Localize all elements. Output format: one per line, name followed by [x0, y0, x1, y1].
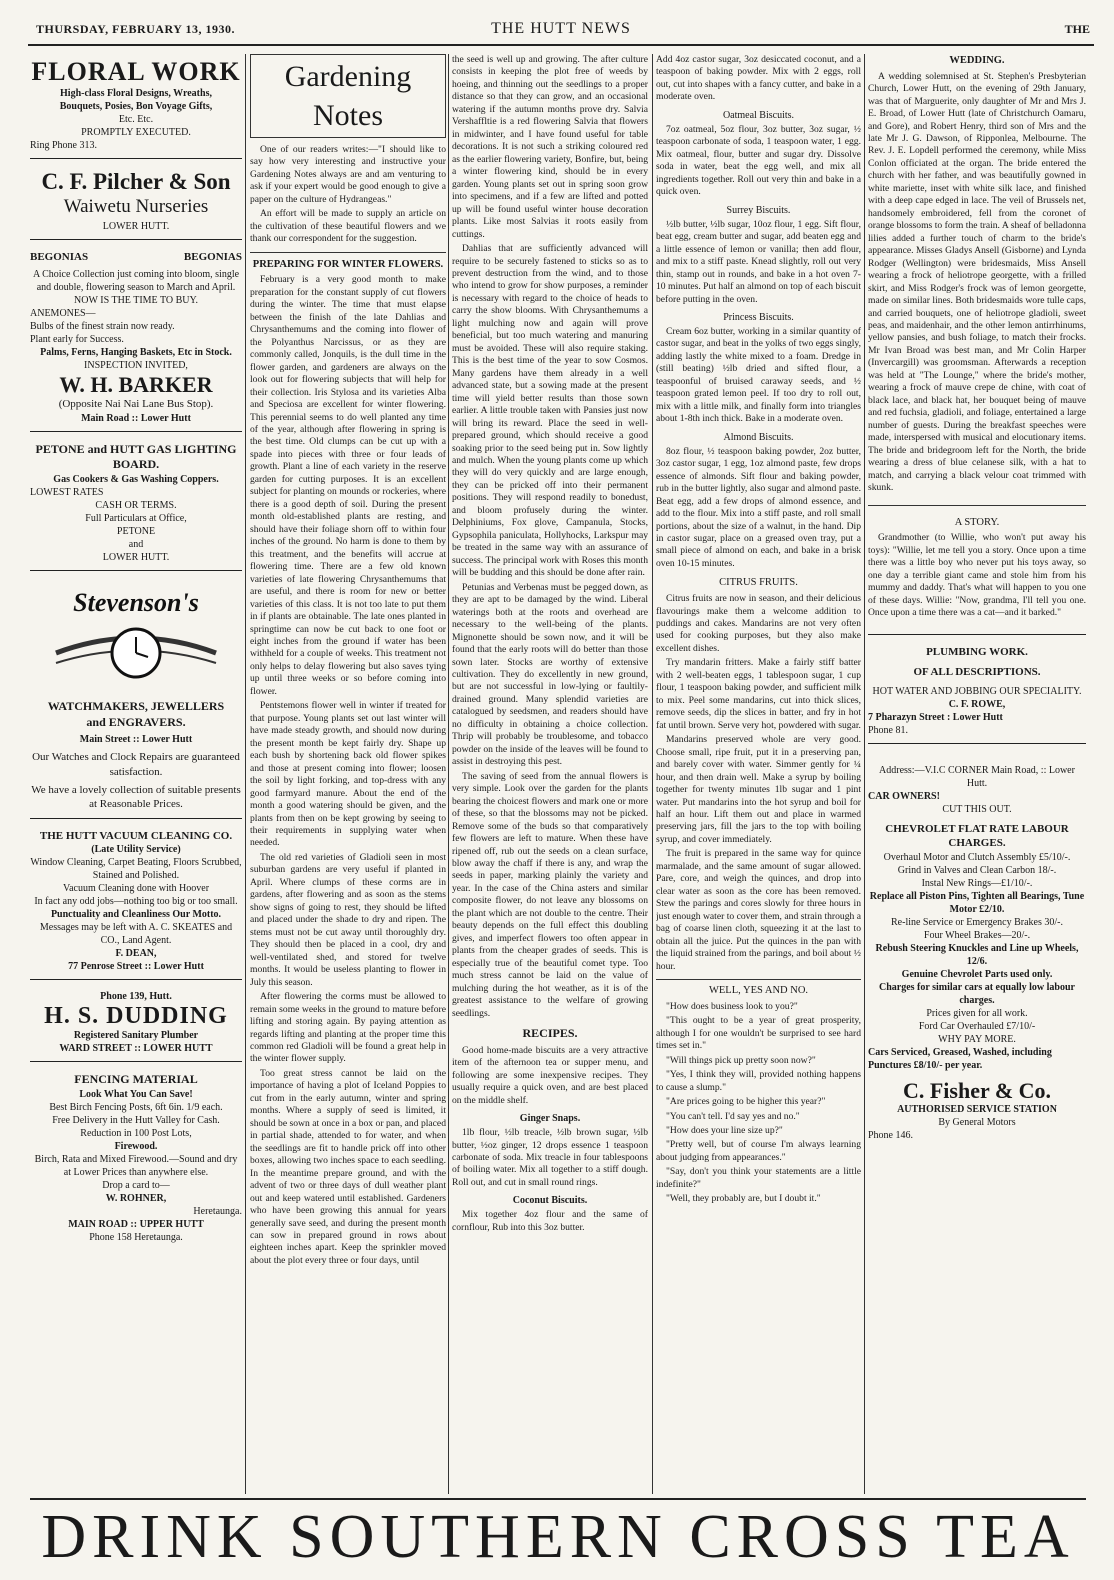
paragraph: February is a very good month to make preparation for the constant supply of cut flowers during the winter. The time that must elapse between the finish of the late Dahlias and Chrysanthemums and the coming into flower of the Polyanthus Narcissus, or as they are commonly called, Jonquils, is the dull time in the flower garden, and gardeners are always on the look out for flowering subjects that will help for their collection. Iris Stylosa and its varieties Alba and Speciosa are excellent for winter flowering. This perennial seems to do well planted any time of the year, although after flowering in spring is the best time. Old clumps can be cut up with a spade into pieces with three or four leads of growth. Plant a line of each variety in the reserve garden for cutting purposes. It is an excellent subject for planting on mounds or rockeries, where there is a good depth of soil. During the present month old-established plants are resting, and should have their foliage shorn off to within four inches of the ground. No harm is done to them by this treatment, and the benefits will accrue at flowering time. There are a few old known varieties of late flowering Chrysanthemums that are useful, and there is room for new or better varieties of this class. It is not too late to put them in if plants are obtainable. The late ones planted in springtime can now be cut back to one foot or eight inches from the ground if water has been withheld for a couple of weeks. This treatment not only helps to delay flowering but also saves tying up until three weeks or so before coming into flower. — [250, 274, 446, 697]
ad-line: CAR OWNERS! — [868, 791, 940, 803]
ad-line: C. F. ROWE, — [948, 699, 1006, 711]
ad-line: W. ROHNER, — [105, 1192, 167, 1204]
ad-line: A Choice Collection just coming into bloom, single and double, flowering season to March and April. — [32, 269, 240, 294]
ad-title: OF ALL DESCRIPTIONS. — [913, 665, 1041, 678]
paragraph: the seed is well up and growing. The after culture consists in keeping the plot free of weeds by hoeing, and thinning out the seedlings to a proper distance so that they can grow, and an occasional watering if the autumn months prove dry. Salvia Vershaffltie is a red flowering Salvia that flowers in midwinter, and I have found useful for table decorations. It is not such a striking coloured red as the earlier flowering variety, Bonfire, but, being a winter flowering kind, should be in every garden. Young plants set out in spring soon grow into specimens, and if a few are lifted and potted up will be found useful winter house decoration plants. Like most Salvias it roots easily from cuttings. — [452, 54, 648, 240]
paragraph: "Well, they probably are, but I doubt it." — [666, 1193, 821, 1205]
ad-line: Grind in Valves and Clean Carbon 18/-. — [897, 864, 1057, 876]
paragraph: 1lb flour, ½lb treacle, ½lb brown sugar, ½lb butter, ½oz ginger, 12 drops essence 1 teaspoon carbonate of soda. Mix treacle in four tablespoons of boiling water. Mix all together to a stiff dough. Roll out, and cut in small round rings. — [452, 1127, 648, 1188]
ad-line: Our Watches and Clock Repairs are guaranteed satisfaction. — [32, 751, 240, 778]
ad-line: CASH OR TERMS. — [95, 499, 177, 511]
ad-rowe-plumbing — [868, 634, 1086, 745]
recipe-title: Ginger Snaps. — [519, 1113, 581, 1125]
paragraph: Add 4oz castor sugar, 3oz desiccated coconut, and a teaspoon of baking powder. Mix with 2 eggs, roll out, cut into shapes with a fancy cutter, and bake in a moderate oven. — [656, 54, 861, 103]
stevensons-logo: Stevenson's — [73, 587, 199, 617]
ad-line: Window Cleaning, Carpet Beating, Floors Scrubbed, Stained and Polished. — [30, 856, 242, 881]
ad-vacuum-cleaning — [30, 825, 242, 980]
ad-line: and — [128, 538, 144, 550]
ad-line: Main Street :: Lower Hutt — [79, 734, 193, 746]
paragraph: Petunias and Verbenas must be pegged down, as they are apt to be damaged by the wind. Liberal waterings both at the roots and overhead are necessary to the well-being of the plants. Mignonette should be sown now, and it will be found that the early roots will do better than those sown later. Stocks are worthy of extensive cultivation. They do excellently in new ground, but are not successful in low-lying or faultily-drained ground. Many splendid varieties are catalogued by seedsmen, and readers should have no difficulty in obtaining a choice collection. Thrip will probably be troublesome, and tobacco powder on the inside of the leaves will be found to assist in destroying this pest. — [452, 581, 648, 768]
paragraph: Dahlias that are sufficiently advanced will require to be securely fastened to sticks so as to prevent destruction from the wind, and to those who intend to grow for show purposes, a reminder is necessary with regard to the choice of heads to carry the show blooms. With Chrysanthemums a light mulching now and again will prove beneficial, but too much watering and manuring must be avoided. These will also require staking. This is the best time of the year to sow Cosmos. Many gardens have them already in a well advanced state, but a sowing made at the present time will yield better results than those sown earlier. A little trouble taken with Pansies just now will bring its reward. Place the seed in well-prepared ground, which should receive a good soaking prior to the seed being put in. Sow lightly and mulch. When the young plants come up which they will do very quickly and are large enough, they can be pricked off into their permanent positions. They will respond readily to bonedust, and bloom profusely during the winter. Delphiniums, Fox glove, Campanula, Stocks, Gypsophila paniculata, Hollyhocks, Larkspur may be treated in the same way with an assurance of success. The principal work with Roses this month will be budding and this should be done after rain. — [452, 243, 648, 579]
ad-line: Birch, Rata and Mixed Firewood.—Sound and dry at Lower Prices than anywhere else. — [34, 1153, 238, 1178]
paragraph: An effort will be made to supply an article on the cultivation of these beautiful flowers and we thank our correspondent for the suggestion. — [250, 208, 446, 245]
ad-title: PETONE and HUTT GAS LIGHTING BOARD. — [35, 441, 237, 472]
ad-heading-right: BEGONIAS — [183, 250, 242, 263]
ad-line: Phone 158 Heretaunga. — [89, 1231, 183, 1243]
column-gardening — [250, 54, 446, 1494]
ad-line: LOWEST RATES — [30, 486, 104, 498]
ad-line: By General Motors — [938, 1116, 1016, 1128]
ad-title: PLUMBING WORK. — [926, 645, 1028, 658]
recipe-title: Oatmeal Biscuits. — [722, 109, 795, 121]
paragraph: "Are prices going to be higher this year?" — [666, 1096, 826, 1108]
ad-line: Address:—V.I.C CORNER Main Road, :: Lower Hutt. — [879, 765, 1075, 790]
paragraph: Try mandarin fritters. Make a fairly stiff batter with 2 well-beaten eggs, 1 tablespoon sugar, 1 cup flour, 1 teaspoon baking powder, and sufficient milk to mix. Peel some mandarins, cut into thick slices, remove seeds, dip the slices in batter, and fry in hot fat until brown. Serve very hot, powdered with sugar. — [656, 657, 861, 731]
ad-line: We have a lovely collection of suitable presents at Reasonable Prices. — [31, 784, 241, 811]
ad-stevensons — [30, 577, 242, 819]
ad-line: F. DEAN, — [115, 947, 157, 959]
ad-line: Messages may be left with A. C. SKEATES and CO., Land Agent. — [39, 921, 233, 946]
issue-date: THURSDAY, FEBRUARY 13, 1930. — [36, 22, 235, 36]
article-heading: WEDDING. — [949, 55, 1005, 66]
paragraph: "Say, don't you think your statements are a little indefinite?" — [656, 1166, 861, 1190]
column-gardening-cont — [452, 54, 648, 1494]
ad-line: PETONE — [116, 525, 156, 537]
ad-line: Plant early for Success. — [30, 334, 124, 346]
ad-line: LOWER HUTT. — [102, 220, 170, 232]
ad-line: Etc. Etc. — [118, 113, 154, 125]
paragraph: "How does your line size up?" — [666, 1124, 783, 1136]
ad-line: Punctuality and Cleanliness Our Motto. — [50, 908, 222, 920]
ad-line: Full Particulars at Office, — [85, 512, 187, 524]
ad-line: (Opposite Nai Nai Lane Bus Stop). — [58, 398, 214, 411]
paragraph: "Will things pick up pretty soon now?" — [666, 1054, 816, 1066]
ad-title: CHEVROLET FLAT RATE LABOUR CHARGES. — [885, 823, 1069, 850]
paragraph: The fruit is prepared in the same way for quince marmalade, and the same amount of sugar allowed. Pare, core, and weigh the quinces, and drop into clear water as soon as the core has been removed. Stew the parings and cores slowly for three hours in just enough water to cover them, and strain through a bag of coarse linen cloth, squeezing it at the last to obtain all the juice. Put the quinces in the pan with the liquid strained from the parings, and boil about ½ hour. — [656, 848, 861, 972]
ad-line: WHY PAY MORE. — [938, 1033, 1016, 1045]
recipe-title: Coconut Biscuits. — [512, 1195, 588, 1207]
section-title: Gardening Notes — [250, 54, 446, 138]
article-heading: CITRUS FRUITS. — [719, 577, 798, 589]
ad-line: Rebush Steering Knuckles and Line up Wheels, 12/6. — [875, 942, 1079, 967]
ad-line: Re-line Service or Emergency Brakes 30/-. — [891, 916, 1063, 928]
ad-line: Genuine Chevrolet Parts used only. — [901, 968, 1053, 980]
ad-dudding — [30, 986, 242, 1062]
recipe-title: Almond Biscuits. — [723, 431, 794, 443]
ad-gas-board — [30, 438, 242, 571]
ad-line: Charges for similar cars at equally low labour charges. — [878, 981, 1075, 1006]
ad-line: 7 Pharazyn Street : Lower Hutt — [868, 712, 1003, 724]
ad-title: C. Fisher & Co. — [902, 1077, 1052, 1103]
paragraph: "Yes, I think they will, provided nothing happens to cause a slump." — [656, 1069, 861, 1093]
column-adverts — [30, 54, 242, 1494]
paragraph: Pentstemons flower well in winter if treated for that purpose. Young plants set out last winter will have made steady growth, and should now during the present month be kept fairly dry. Shape up each bush by shortening back old flower spikes and those at present coming into flower; loosen the soil by light forking, and top-dress with any good farmyard manure. About the end of the month a good watering should be given, and the plants from then on be kept growing by seeing to their requirements in supplying water when needed. — [250, 700, 446, 849]
ad-line: INSPECTION INVITED, — [84, 360, 188, 372]
ad-line: Instal New Rings—£1/10/-. — [921, 877, 1033, 889]
column-social — [868, 54, 1086, 1494]
ad-barker — [30, 246, 242, 432]
ad-line: (Late Utility Service) — [91, 843, 181, 855]
ad-line: Main Road :: Lower Hutt — [81, 412, 191, 424]
ad-line: Phone 81. — [868, 725, 908, 737]
paragraph: Citrus fruits are now in season, and their delicious flavourings make them a welcome addition to puddings and cakes. Mandarins are not very often used for cooking purposes, but they also make excellent dishes. — [656, 593, 861, 654]
column-rule — [245, 54, 246, 1494]
ad-line: Registered Sanitary Plumber — [73, 1030, 199, 1042]
ad-title: FENCING MATERIAL — [74, 1072, 198, 1087]
paragraph: Grandmother (to Willie, who won't put away his toys): "Willie, let me tell you a story. Once upon a time there was a little boy who never put his toys away, so one day a terrible giant came and stole him from his mummy and daddy. That's what will happen to you one of these days. Willie: "Now, grandma, I'll tell you one. Once upon a time there was a cat—and it barked." — [868, 532, 1086, 619]
paragraph: Good home-made biscuits are a very attractive item of the afternoon tea or supper menu, and following are some inexpensive recipes. They usually require a quick oven, and are best placed on the middle shelf. — [452, 1044, 648, 1106]
paragraph: 8oz flour, ½ teaspoon baking powder, 2oz butter, 3oz castor sugar, 1 egg, 1oz almond paste, few drops essence of almonds. Sift flour and baking powder, rub in the butter lightly, also sugar and almond paste. Beat egg, add a few drops of almond essence, and add to the flour. Mix into a stiff paste, and roll small portions, about the size of a walnut, in the hand. Dip in castor sugar, place on a greased oven tray, put a small piece of almond on each, and bake in a brisk oven 10-15 minutes. — [656, 445, 861, 569]
paragraph: "This ought to be a year of great prosperity, although I for one wouldn't be surprised to see hard times set in." — [656, 1015, 861, 1052]
column-rule — [864, 54, 865, 1494]
paragraph: "You can't tell. I'd say yes and no." — [666, 1110, 800, 1122]
paragraph: The saving of seed from the annual flowers is very simple. Look over the garden for the plants bearing the choicest flowers and mark one or more of these, so that the blossoms may not be picked. Remove some of the buds so that comparatively few flowers are left to mature. When these have ripened off, rub out the seeds on a clean surface, blow away the chaff if there is any, and wrap the seeds in paper, marking plainly the variety and year. In the case of the China asters and similar composite flower, do not leave any blossoms on the plant which are not double to the centre. Their beauty depends on the full effect this doubling gives, and imperfect flowers too often appear in plants from the cheaper grades of seeds. This is especially true of the beautiful comet type. Too much stress cannot be laid on the value of mulching during the hot weather, as it is of the greatest assistance to the welfare of growing seedlings. — [452, 770, 648, 1019]
ad-pilcher — [30, 165, 242, 240]
article-heading: WELL, YES AND NO. — [656, 979, 861, 998]
paragraph: "Pretty well, but of course I'm always learning about judging from appearances." — [656, 1139, 861, 1163]
paragraph: Mix together 4oz flour and the same of cornflour, Rub into this 3oz butter. — [452, 1209, 648, 1233]
ad-line: Bouquets, Posies, Bon Voyage Gifts, — [59, 100, 213, 112]
ad-line: Firewood. — [114, 1140, 158, 1152]
ad-fisher-garage — [868, 750, 1086, 1148]
ad-line: PROMPTLY EXECUTED. — [81, 126, 191, 138]
ad-line: Heretaunga. — [193, 1205, 242, 1217]
ad-line: Free Delivery in the Hutt Valley for Cash. — [52, 1114, 220, 1126]
paragraph: The old red varieties of Gladioli seen in most suburban gardens are very useful if planted in April. Where clumps of these corms are in gardens, after flowering and as soon as the stems show signs of going to rest, they should be lifted and placed under the shade to dry and ripen. The stems must not be cut away until thoroughly dry. They should then be placed in a cool, dry and well-ventilated shed, and stored for twelve months. It would be useless planting to flower in July this season. — [250, 851, 446, 988]
banner-advert: DRINK SOUTHERN CROSS TEA — [30, 1498, 1086, 1574]
ad-line: LOWER HUTT. — [102, 551, 170, 563]
ad-title: W. H. BARKER — [59, 372, 213, 398]
ad-title: H. S. DUDDING — [44, 1002, 228, 1029]
ad-line: AUTHORISED SERVICE STATION — [897, 1103, 1057, 1115]
ad-line: Ring Phone 313. — [30, 139, 97, 151]
paragraph: Mandarins preserved whole are very good. Choose small, ripe fruit, put it in a preserving pan, and barely cover with water. Simmer gently for ¼ hour, and then drain well. Make a syrup by boiling together for twenty minutes 1lb sugar and 1 pint water. Put mandarins into the hot syrup and boil for half an hour. Lift them out and place in warmed preserving jars, fill the jars to the top with boiling syrup, and cover immediately. — [656, 734, 861, 845]
paragraph: A wedding solemnised at St. Stephen's Presbyterian Church, Lower Hutt, on the evening of 29th January, was that of Marguerite, only daughter of Mr and Mrs J. E. Broad, of Lower Hutt (late of Christchurch Oamaru, and Gore), and Robert Henry, third son of Mrs and the late Mr J. G. Dawson, of Ripponlea, Melbourne. The Rev. J. E. Lopdell performed the ceremony, while Miss Conlon officiated at the organ. The bride entered the church with her father, and was beautifully gowned in white mariette, inset with white silk lace, and finished with a deep cape edged in lace. The veil of Brussels net, handsomely embroidered, fell from the coronet of orange blossoms to form the train. A sheaf of belladonna lilies added a further touch of charm to the bride's appearance. Misses Gladys Ansell (Gisborne) and Lynda Rodger (Wellington) were bridesmaids, Miss Ansell wearing a frock of heliotrope georgette, with a frilled skirt, and Miss Rodger's frock was of lemon georgette, made on similar lines. Both bridesmaids wore tulle caps, and carried bouquets, one of heliotrope gladioli, sweet peas, and maidenhair, and the other lemon antirrhinums, yellow pansies, and bush foliage, to match their frocks. Mr Ivan Broad was best man, and Mr Colin Harper (Invercargill) was groomsman. Afterwards a reception was held at "The Lounge," where the bride's mother, wearing a frock of mauve crepe de chine, with coat of black lace, and black hat, her bouquet being of mauve and red fuchsia, gladioli, and foliage, entertained a large number of guests. During the breakfast speeches were made, interspersed with musical and elocutionary items. The bride and bridegroom left for the North, the bride wearing a dress of blue celanese silk, with a hat to match, and carrying a black velour coat trimmed with skunk. — [868, 70, 1086, 494]
ad-floral-work — [30, 54, 242, 159]
paragraph: After flowering the corms must be allowed to remain some weeks in the ground to mature before lifting and storing again. By paying attention as regards lifting and planting at the proper time this common red Gladioli will be found a great help in the winter flower supply. — [250, 991, 446, 1065]
ad-title: FLORAL WORK — [31, 57, 241, 86]
paper-name: THE HUTT NEWS — [491, 20, 631, 37]
ad-line: Vacuum Cleaning done with Hoover — [62, 882, 210, 894]
ad-line: Best Birch Fencing Posts, 6ft 6in. 1/9 each. — [49, 1101, 223, 1113]
ad-line: Overhaul Motor and Clutch Assembly £5/10/-. — [883, 851, 1071, 863]
ad-line: Prices given for all work. — [926, 1007, 1028, 1019]
column-rule — [652, 54, 653, 1494]
paragraph: Too great stress cannot be laid on the importance of having a plot of Iceland Poppies to cut from in the early autumn, winter and spring months. Where a supply of seed is limited, it should be sown at once in a box or pan, and placed in partial shade, attended to for water, and when the seedlings are fit to handle prick off into other boxes, allowing two inches space to each seedling. In the meantime prepare ground, and with the advent of two or three days of dull weather plant out and keep watered until established. Gardeners who have been growing this annual for years generally save seed, and during the present month can sow in prepared ground in rows about eighteen inches apart. Keep the sprinkler moved about the plot every three or four days, until — [250, 1067, 446, 1266]
column-rule — [448, 54, 449, 1494]
paragraph: Cream 6oz butter, working in a similar quantity of castor sugar, and beat in the yolks of two eggs singly, adding lastly the white mixed to a foam. Dredge in (still beating) ½lb dried and sifted flour, a teaspoonful of bruised caraway seeds, and ½ teaspoon grated lemon peel. If too dry to roll out, mix with a little milk, and finally form into triangles about 1-8th inch thick. Bake in a moderate oven. — [656, 325, 861, 425]
paragraph: One of our readers writes:—"I should like to say how very interesting and instructive your Gardening Notes always are and am venturing to ask if your expert would be good enough to give a paper on the culture of Hydrangeas." — [250, 144, 446, 205]
recipe-title: Princess Biscuits. — [723, 311, 794, 323]
page-marker: THE — [1064, 22, 1090, 36]
ad-line: Phone 146. — [868, 1129, 913, 1141]
ad-line: Reduction in 100 Post Lots, — [80, 1127, 192, 1139]
ad-line: In fact any odd jobs—nothing too big or too small. — [34, 895, 238, 907]
article-heading: PREPARING FOR WINTER FLOWERS. — [250, 252, 446, 272]
ad-line: Drop a card to— — [102, 1179, 170, 1191]
wristwatch-illustration — [36, 583, 236, 693]
article-heading: RECIPES. — [522, 1026, 578, 1041]
recipe-title: Surrey Biscuits. — [726, 204, 791, 216]
ad-heading-left: BEGONIAS — [30, 250, 89, 263]
ad-line: Replace all Piston Pins, Tighten all Bearings, Tune Motor £2/10. — [869, 890, 1085, 915]
ad-title: and ENGRAVERS. — [86, 714, 186, 729]
ad-line: HOT WATER AND JOBBING OUR SPECIALITY. — [872, 686, 1082, 698]
ad-title: THE HUTT VACUUM CLEANING CO. — [39, 829, 233, 842]
ad-line: Four Wheel Brakes—20/-. — [923, 929, 1031, 941]
ad-line: Phone 139, Hutt. — [100, 990, 172, 1002]
masthead — [28, 18, 1094, 46]
paragraph: 7oz oatmeal, 5oz flour, 3oz butter, 3oz sugar, ½ teaspoon carbonate of soda, 1 teaspoon water, 1 egg. Mix oatmeal, flour, butter and sugar dry. Dissolve soda in water, beat the egg well, and mix all ingredients together. Roll out very thin and bake in a quick oven. — [656, 123, 861, 198]
ad-line: NOW IS THE TIME TO BUY. — [74, 295, 198, 307]
ad-line: Bulbs of the finest strain now ready. — [30, 321, 175, 333]
ad-line: Ford Car Overhauled £7/10/- — [918, 1020, 1036, 1032]
ad-line: Look What You Can Save! — [79, 1088, 193, 1100]
paragraph: ½lb butter, ½lb sugar, 10oz flour, 1 egg. Sift flour, beat egg, cream butter and sugar, add beaten egg and a little essence of lemon or vanilla; then add flour, and mix to a stiff paste. Knead slightly, roll out very thin, stamp out in rounds, and bake in a hot oven 7-10 minutes. Put half an almond on top of each biscuit before putting in the oven. — [656, 218, 861, 305]
ad-title: WATCHMAKERS, JEWELLERS — [47, 699, 225, 714]
ad-title: C. F. Pilcher & Son — [41, 168, 231, 194]
ad-line: Gas Cookers & Gas Washing Coppers. — [53, 473, 219, 485]
column-recipes — [656, 54, 861, 1494]
ad-line: CUT THIS OUT. — [942, 804, 1012, 816]
article-heading: A STORY. — [868, 505, 1086, 530]
paragraph: "How does business look to you?" — [666, 1000, 798, 1012]
ad-subtitle: Waiwetu Nurseries — [63, 196, 209, 218]
ad-line: 77 Penrose Street :: Lower Hutt — [68, 960, 204, 972]
ad-line: High-class Floral Designs, Wreaths, — [60, 87, 212, 99]
ad-line: ANEMONES— — [30, 308, 96, 320]
ad-line: WARD STREET :: LOWER HUTT — [59, 1043, 213, 1055]
ad-line: MAIN ROAD :: UPPER HUTT — [68, 1218, 204, 1230]
ad-line: Palms, Ferns, Hanging Baskets, Etc in Stock. — [40, 347, 232, 359]
ad-fencing — [30, 1068, 242, 1250]
ad-line: Cars Serviced, Greased, Washed, including Punctures £8/10/- per year. — [868, 1046, 1052, 1071]
